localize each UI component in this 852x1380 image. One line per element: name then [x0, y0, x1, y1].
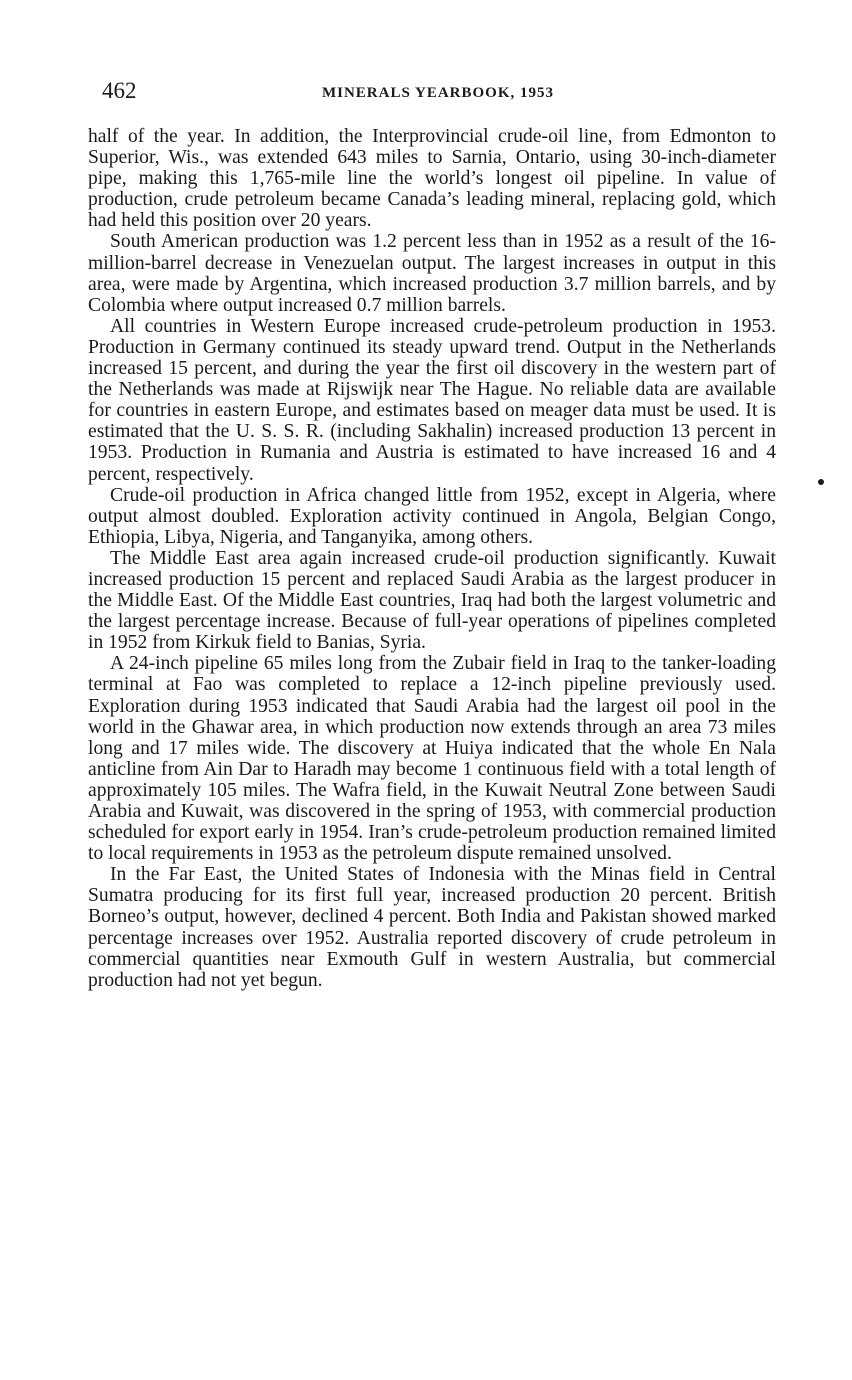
paragraph-far-east: In the Far East, the United States of Indonesia with the Minas field in Central Sumatra producing for its first full year, increased production 20 percent. British Borneo’s output, however, declined 4 percent. Both India and Pakistan showed marked percentage increases over 1952. Australia reported discovery of crude petroleum in commercial quantities near Exmouth Gulf in western Australia, but commercial production had not yet begun.	[88, 864, 776, 991]
paragraph-middle-east: The Middle East area again increased crude-oil production significantly. Kuwait increased production 15 percent and replaced Saudi Arabia as the largest producer in the Middle East. Of the Middle East countries, Iraq had both the largest volumetric and the largest percentage increase. Because of full-year operations of pipelines completed in 1952 from Kirkuk field to Banias, Syria.	[88, 547, 776, 654]
running-head	[102, 76, 774, 106]
margin-dot	[818, 479, 824, 485]
paragraph-iraq-saudi: A 24-inch pipeline 65 miles long from the Zubair field in Iraq to the tanker-loading terminal at Fao was completed to replace a 12-inch pipeline previously used. Exploration during 1953 indicated that Saudi Arabia had the largest oil pool in the world in the Ghawar area, in which production now extends through an area 73 miles long and 17 miles wide. The discovery at Huiya indicated that the whole En Nala anticline from Ain Dar to Haradh may become 1 continuous field with a total length of approximately 105 miles. The Wafra field, in the Kuwait Neutral Zone between Saudi Arabia and Kuwait, was discovered in the spring of 1953, with commercial production scheduled for export early in 1954. Iran’s crude-petroleum production remained limited to local requirements in 1953 as the petroleum dispute remained unsolved.	[88, 653, 776, 865]
paragraph-europe: All countries in Western Europe increased crude-petroleum production in 1953. Production in Germany continued its steady upward trend. Output in the Netherlands increased 15 percent, and during the year the first oil discovery in the western part of the Netherlands was made at Rijswijk near The Hague. No reliable data are available for countries in eastern Europe, and estimates based on meager data must be used. It is estimated that the U. S. S. R. (including Sakhalin) increased production 13 percent in 1953. Production in Rumania and Austria is estimated to have increased 16 and 4 percent, respectively.	[88, 315, 776, 485]
paragraph-south-america: South American production was 1.2 percent less than in 1952 as a result of the 16-million-barrel decrease in Venezuelan output. The largest increases in output in this area, were made by Argentina, which increased production 3.7 million barrels, and by Colombia where output increased 0.7 million barrels.	[88, 231, 776, 316]
page-number: 462	[102, 78, 137, 103]
body-text	[88, 126, 776, 991]
running-title: MINERALS YEARBOOK, 1953	[321, 85, 555, 101]
paragraph-canada: half of the year. In addition, the Interprovincial crude-oil line, from Edmonton to Superior, Wis., was extended 643 miles to Sarnia, Ontario, using 30-inch-diameter pipe, making this 1,765-mile line the world’s longest oil pipeline. In value of production, crude petroleum became Canada’s leading mineral, replacing gold, which had held this position over 20 years.	[88, 126, 776, 232]
paragraph-africa: Crude-oil production in Africa changed little from 1952, except in Algeria, where output almost doubled. Exploration activity continued in Angola, Belgian Congo, Ethiopia, Libya, Nigeria, and Tanganyika, among others.	[88, 484, 776, 548]
